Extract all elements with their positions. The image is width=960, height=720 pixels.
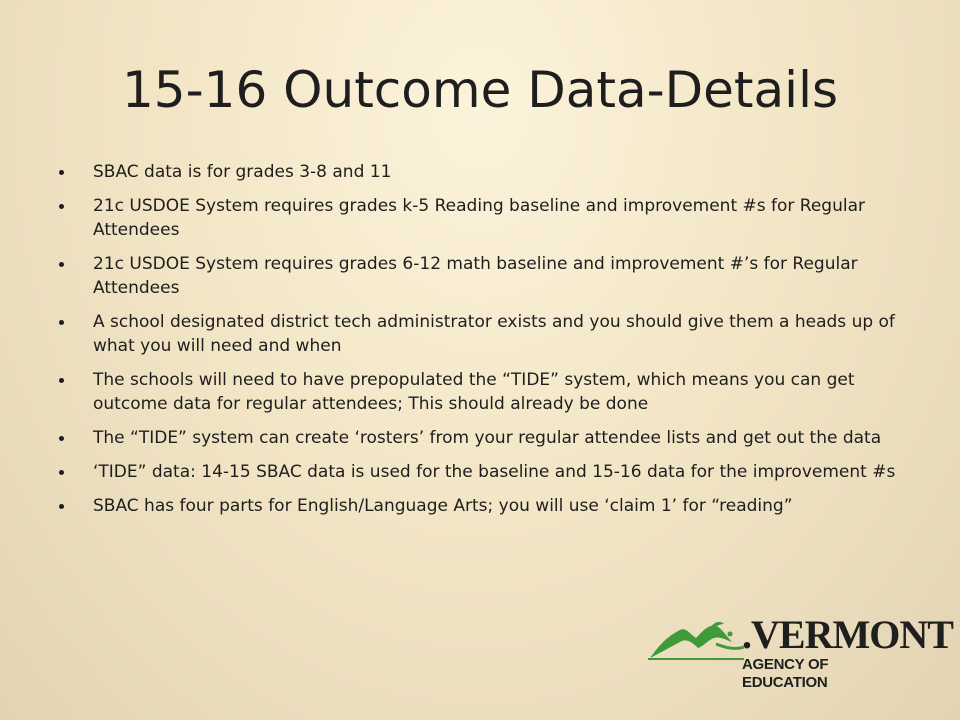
bullet-item [59,494,907,518]
bullet-dot-icon [59,504,64,509]
bullet-text: 21c USDOE System requires grades 6-12 math baseline and improvement #’s for Regular Attendees [93,254,858,298]
bullet-text: SBAC data is for grades 3-8 and 11 [93,162,392,182]
green-mountains-icon [646,614,756,664]
bullet-item [59,160,907,184]
bullet-item [59,194,907,242]
bullet-text: The schools will need to have prepopulated the “TIDE” system, which means you can get outcome data for regular attendees; This should already be done [93,370,855,414]
bullet-text: 21c USDOE System requires grades k-5 Reading baseline and improvement #s for Regular Attendees [93,196,865,240]
bullet-text: A school designated district tech administrator exists and you should give them a heads up of what you will need and when [93,312,895,356]
bullet-text: ‘TIDE” data: 14-15 SBAC data is used for the baseline and 15-16 data for the improvement #s [93,462,896,482]
bullet-item [59,310,907,358]
vermont-agency-logo [646,612,953,691]
bullet-list [59,160,907,528]
bullet-text: SBAC has four parts for English/Language Arts; you will use ‘claim 1’ for “reading” [93,496,793,516]
bullet-dot-icon [59,378,64,383]
bullet-dot-icon [59,170,64,175]
bullet-text: The “TIDE” system can create ‘rosters’ from your regular attendee lists and get out the data [93,428,882,448]
bullet-dot-icon [59,436,64,441]
bullet-item [59,460,907,484]
bullet-dot-icon [59,470,64,475]
slide-title: 15-16 Outcome Data-Details [121,61,839,119]
bullet-item [59,252,907,300]
bullet-dot-icon [59,262,64,267]
bullet-item [59,426,907,450]
logo-subtitle: AGENCY OF EDUCATION [742,656,829,691]
bullet-dot-icon [59,204,64,209]
logo-wordmark: .VERMONT [742,612,953,657]
bullet-item [59,368,907,416]
bullet-dot-icon [59,320,64,325]
